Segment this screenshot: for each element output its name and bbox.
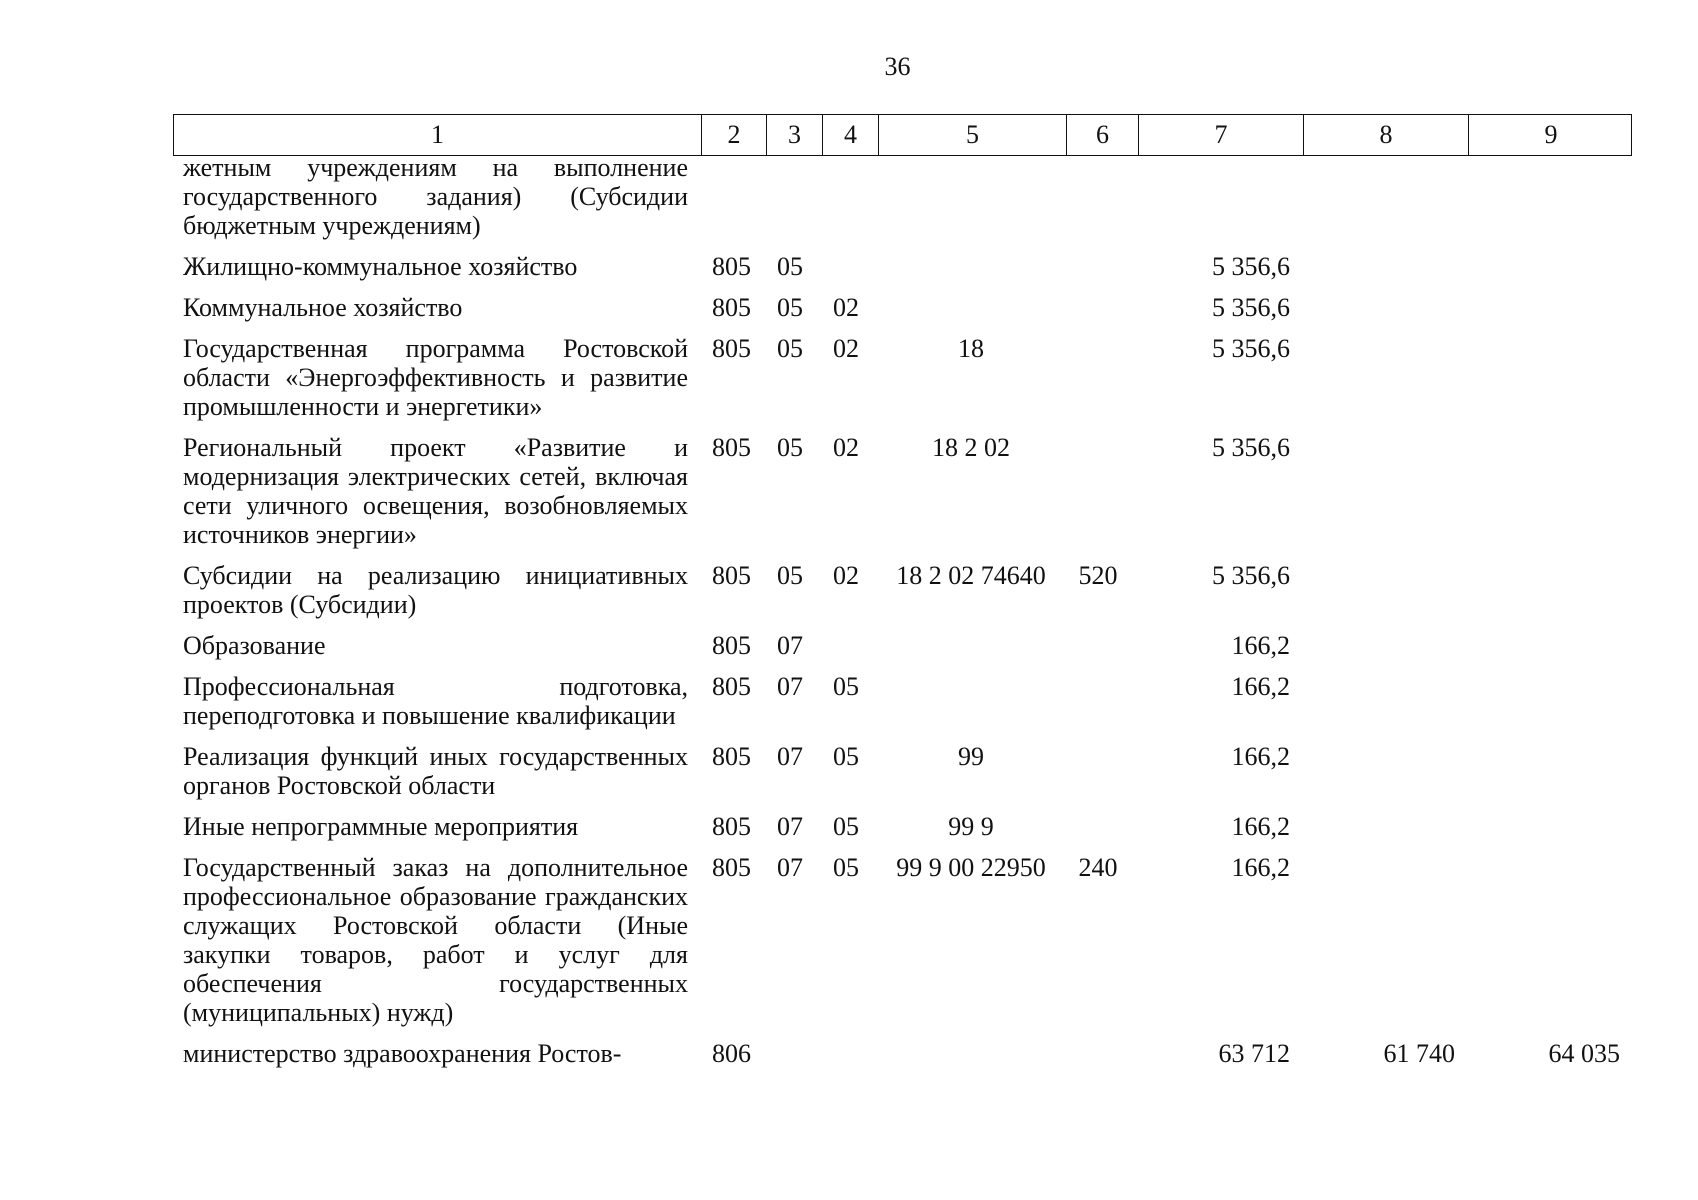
col-5: 18 2 02 74640 — [896, 561, 1046, 590]
col-4: 05 — [833, 742, 859, 771]
col-7: 166,2 — [1231, 812, 1290, 841]
col-2: 806 — [712, 1039, 751, 1068]
col-2: 805 — [712, 293, 751, 322]
col-8 — [1302, 812, 1467, 841]
col-2: 805 — [712, 334, 751, 363]
row-label: Жилищно-коммунальное хозяйство — [183, 252, 578, 281]
col-8 — [1302, 631, 1467, 660]
col-3: 05 — [777, 334, 803, 363]
col-5: 18 — [958, 334, 984, 363]
row-label: Реализация функций иных государственных органов Ростовской области — [183, 742, 688, 800]
col-8 — [1302, 853, 1467, 1027]
col-5: 99 9 — [948, 812, 994, 841]
budget-table — [173, 114, 1632, 1068]
col-4 — [821, 1039, 877, 1068]
col-9 — [1467, 293, 1632, 322]
table-row — [173, 812, 1632, 841]
col-6: 520 — [1078, 561, 1118, 590]
col-5 — [877, 1039, 1065, 1068]
header-cell-1: 1 — [431, 120, 444, 149]
col-3: 05 — [777, 252, 803, 281]
col-6 — [1065, 252, 1137, 281]
row-label: Государственная программа Ростовской области «Энергоэффективность и развитие промышленности и энергетики» — [183, 334, 688, 421]
header-cell-6: 6 — [1066, 115, 1138, 155]
col-4: 02 — [833, 334, 859, 363]
col-2: 805 — [712, 812, 751, 841]
col-8 — [1302, 293, 1467, 322]
col-8 — [1302, 433, 1467, 549]
col-6 — [1065, 672, 1137, 730]
col-4 — [821, 631, 877, 660]
header-cell-5: 5 — [878, 115, 1066, 155]
col-2: 805 — [712, 631, 751, 660]
table-row — [173, 672, 1632, 730]
col-4 — [821, 252, 877, 281]
row-label: Иные непрограммные мероприятия — [183, 812, 579, 841]
col-4: 02 — [833, 433, 859, 462]
col-8 — [1302, 153, 1467, 240]
table-row — [173, 1039, 1632, 1068]
col-9 — [1467, 561, 1632, 619]
col-6 — [1065, 433, 1137, 549]
col-3: 07 — [777, 812, 803, 841]
col-6 — [1065, 742, 1137, 800]
col-7: 166,2 — [1231, 742, 1290, 771]
col-7: 5 356,6 — [1212, 293, 1290, 322]
header-cell-8: 8 — [1303, 115, 1468, 155]
col-5: 99 — [958, 742, 984, 771]
col-7: 5 356,6 — [1212, 334, 1290, 363]
col-9 — [1467, 742, 1632, 800]
col-5: 99 9 00 22950 — [896, 853, 1046, 882]
col-9: 64 035 — [1548, 1039, 1620, 1068]
table-row — [173, 742, 1632, 800]
col-7: 5 356,6 — [1212, 252, 1290, 281]
col-4: 05 — [833, 812, 859, 841]
row-label: Субсидии на реализацию инициативных проектов (Субсидии) — [183, 561, 688, 619]
table-row — [173, 853, 1632, 1027]
col-2 — [700, 153, 765, 240]
col-3: 05 — [777, 433, 803, 462]
col-2: 805 — [712, 672, 751, 701]
col-7: 166,2 — [1231, 853, 1290, 882]
row-label: Образование — [183, 631, 326, 660]
col-7: 166,2 — [1231, 631, 1290, 660]
col-3: 05 — [777, 293, 803, 322]
col-5 — [877, 252, 1065, 281]
col-5 — [877, 293, 1065, 322]
header-cell-4: 4 — [822, 115, 878, 155]
table-body — [173, 153, 1632, 1068]
table-header — [173, 114, 1632, 156]
header-cell-7: 7 — [1138, 115, 1303, 155]
col-3: 07 — [777, 631, 803, 660]
col-5 — [877, 672, 1065, 730]
col-8 — [1302, 742, 1467, 800]
col-4: 05 — [833, 672, 859, 701]
col-9 — [1467, 812, 1632, 841]
col-9 — [1467, 853, 1632, 1027]
row-label: Государственный заказ на дополнительное профессиональное образование гражданских служащих Ростовской области (Иные закупки товаров, работ и услуг для обеспечения государственных (муниципальных) нужд) — [183, 853, 688, 1027]
col-7 — [1137, 153, 1302, 240]
col-9 — [1467, 631, 1632, 660]
col-8 — [1302, 672, 1467, 730]
col-9 — [1467, 433, 1632, 549]
table-row — [173, 433, 1632, 549]
col-9 — [1467, 334, 1632, 421]
col-6: 240 — [1078, 853, 1118, 882]
row-label: министерство здравоохранения Ростов- — [183, 1039, 622, 1068]
col-3 — [765, 1039, 821, 1068]
col-9 — [1467, 252, 1632, 281]
col-3 — [765, 153, 821, 240]
col-3: 07 — [777, 742, 803, 771]
col-7: 166,2 — [1231, 672, 1290, 701]
col-6 — [1065, 334, 1137, 421]
table-row — [173, 293, 1632, 322]
col-8: 61 740 — [1383, 1039, 1455, 1068]
col-2: 805 — [712, 561, 751, 590]
col-6 — [1065, 293, 1137, 322]
col-6 — [1065, 1039, 1137, 1068]
col-8 — [1302, 252, 1467, 281]
col-8 — [1302, 334, 1467, 421]
col-6 — [1065, 153, 1137, 240]
col-7: 63 712 — [1218, 1039, 1290, 1068]
col-3: 07 — [777, 853, 803, 882]
col-9 — [1467, 153, 1632, 240]
col-4 — [821, 153, 877, 240]
col-5 — [877, 631, 1065, 660]
col-5 — [877, 153, 1065, 240]
table-row — [173, 334, 1632, 421]
row-label: жетным учреждениям на выполнение государственного задания) (Субсидии бюджетным учреждениям) — [183, 153, 688, 240]
col-2: 805 — [712, 853, 751, 882]
header-cell-3: 3 — [766, 115, 822, 155]
col-6 — [1065, 812, 1137, 841]
table-row — [173, 252, 1632, 281]
col-7: 5 356,6 — [1212, 433, 1290, 462]
col-2: 805 — [712, 433, 751, 462]
col-5: 18 2 02 — [932, 433, 1010, 462]
col-6 — [1065, 631, 1137, 660]
col-4: 02 — [833, 561, 859, 590]
page-number: 36 — [884, 52, 911, 81]
col-2: 805 — [712, 252, 751, 281]
table-row — [173, 631, 1632, 660]
table-row — [173, 561, 1632, 619]
col-7: 5 356,6 — [1212, 561, 1290, 590]
col-3: 07 — [777, 672, 803, 701]
row-label: Профессиональная подготовка, переподготовка и повышение квалификации — [183, 672, 688, 730]
header-cell-9: 9 — [1468, 115, 1633, 155]
row-label: Коммунальное хозяйство — [183, 293, 463, 322]
col-3: 05 — [777, 561, 803, 590]
col-2: 805 — [712, 742, 751, 771]
col-8 — [1302, 561, 1467, 619]
table-row — [173, 153, 1632, 240]
row-label: Региональный проект «Развитие и модернизация электрических сетей, включая сети уличного освещения, возобновляемых источников энергии» — [183, 433, 688, 549]
header-cell-2: 2 — [701, 115, 766, 155]
col-4: 02 — [833, 293, 859, 322]
col-4: 05 — [833, 853, 859, 882]
col-9 — [1467, 672, 1632, 730]
